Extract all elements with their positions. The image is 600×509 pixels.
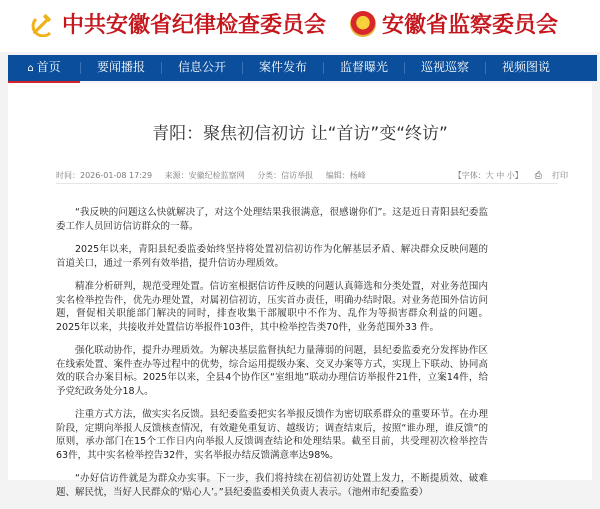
- article-paragraph: 2025年以来，青阳县纪委监委始终坚持将处置初信初访作为化解基层矛盾、解决群众反映问题的首道关口，通过一系列有效举措，提升信访办理质效。: [56, 244, 488, 269]
- nav-item-case-release[interactable]: [243, 55, 323, 81]
- cpc-commission-title: 中共安徽省纪律检查委员会: [62, 12, 327, 38]
- print-icon[interactable]: ⎙: [534, 170, 542, 181]
- article-paragraph: “我反映的问题这么快就解决了，对这个处理结果我很满意，很感谢你们”。这是近日青阳县纪委监委工作人员回访信访群众的一幕。: [56, 207, 488, 232]
- nav-item-label: 信息公开: [177, 60, 226, 74]
- font-size-control[interactable]: 【字体：大 中 小】: [453, 171, 523, 180]
- article-paragraph: “办好信访件就是为群众办实事。下一步，我们将持续在初信初访处置上发力，不断提质效、破难题、解民忧，当好人民群众的‘贴心人’。”县纪委监委相关负责人表示。（池州市纪委监委）: [56, 473, 488, 498]
- article-paragraph: 强化联动协作，提升办理质效。为解决基层监督执纪力量薄弱的问题，县纪委监委充分发挥协作区在线索处置、案件查办等过程中的优势，综合运用提级办案、交叉办案等方式，实现上下联动、协同高效的联合办案目标。2025年以来，全县4个协作区“室组地”联动办理信访举报件21件，立案14件，给予党纪政务处分18人。: [56, 345, 488, 397]
- nav-item-inspection[interactable]: [405, 55, 485, 81]
- article-panel: [8, 83, 592, 498]
- article-editor: 编辑：杨峰: [325, 171, 366, 180]
- home-icon: ⌂: [27, 63, 34, 74]
- publish-time: 时间：2026-01-08 17:29: [56, 171, 153, 180]
- nav-item-info-disclosure[interactable]: [162, 55, 242, 81]
- nav-item-label: 视频图说: [501, 60, 550, 74]
- cpc-discipline-commission-logo[interactable]: [30, 8, 326, 39]
- supervision-commission-title: 安徽省监察委员会: [382, 12, 559, 38]
- nav-item-label: 要闻播报: [96, 60, 145, 74]
- nav-item-label: 监督曝光: [339, 60, 388, 74]
- article-category: 分类：信访举报: [257, 171, 314, 180]
- nav-item-news[interactable]: [81, 55, 161, 81]
- supervision-commission-logo[interactable]: [350, 8, 558, 39]
- nav-item-video-graphics[interactable]: [486, 55, 566, 81]
- article-paragraph: 注重方式方法，做实实名反馈。县纪委监委把实名举报反馈作为密切联系群众的重要环节。在办理阶段，定期向举报人反馈核查情况，有效避免重复访、越级访；调查结束后，按照“谁办理，谁反馈”的原则，承办部门在15个工作日内向举报人反馈调查结论和处理结果。截至目前，共受理初次检举控告63件，其中实名检举控告32件，实名举报办结反馈满意率达98%。: [56, 409, 488, 461]
- article-source: 来源：安徽纪检监察网: [164, 171, 245, 180]
- site-header: [0, 0, 600, 52]
- article-body: [56, 206, 488, 509]
- main-nav: [8, 55, 597, 81]
- print-button[interactable]: 打印: [552, 171, 568, 180]
- article-tools: [454, 170, 568, 181]
- meta-divider: [56, 183, 558, 184]
- article-meta: [56, 170, 568, 181]
- nav-item-label: 案件发布: [258, 60, 307, 74]
- nav-item-supervision-exposure[interactable]: [324, 55, 404, 81]
- article-title: 青阳：聚焦初信初访 让“首访”变“终访”: [152, 124, 448, 144]
- article-paragraph: 精准分析研判，规范受理处置。信访室根据信访件反映的问题认真筛选和分类处置，对业务范围内实名检举控告件，优先办理处置，对属初信初访，压实首办责任，明确办结时限。对业务范围外信访问题，督促相关职能部门解决的同时，排查收集干部履职中不作为、乱作为等损害群众利益的问题。2025年以来，共接收并处置信访举报件103件，其中检举控告类70件，业务范围外33 件。: [56, 281, 488, 333]
- national-emblem-icon: [350, 11, 376, 37]
- nav-item-home[interactable]: [8, 55, 80, 81]
- party-emblem-icon: [30, 11, 56, 37]
- nav-item-label: 首页: [36, 60, 61, 74]
- nav-item-label: 巡视巡察: [420, 60, 469, 74]
